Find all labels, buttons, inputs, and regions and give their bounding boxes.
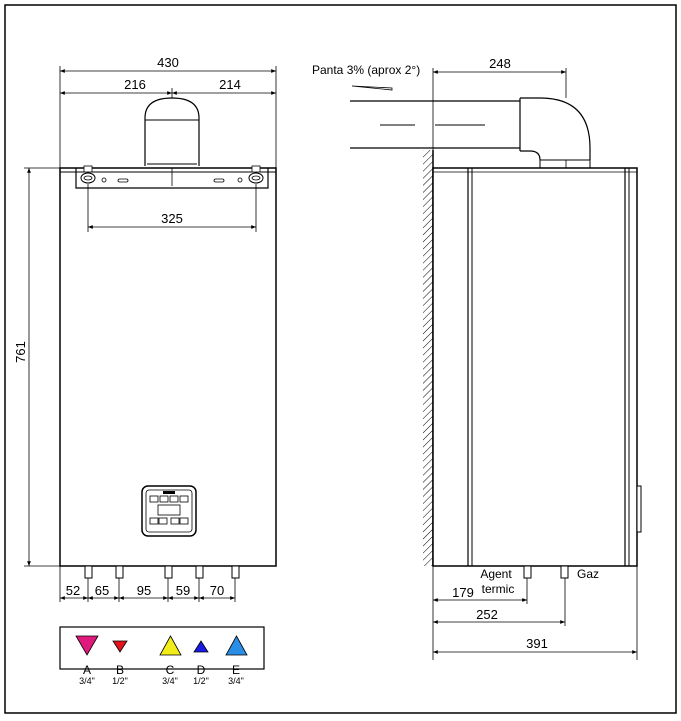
dim-spacing-4: 59 [175,583,191,598]
bottom-connectors [85,566,239,578]
flue-pipe-front [145,98,199,166]
agent-label-2: termic [481,582,515,596]
dim-spacing-5: 70 [209,583,225,598]
dim-left-width: 216 [124,77,146,92]
slope-indicator [352,86,392,90]
connection-legend [60,627,264,686]
boiler-side-body [433,168,637,566]
legend-d-size: 1/2" [193,676,209,686]
dim-right-width: 214 [219,77,241,92]
dim-spacing-3: 95 [136,583,152,598]
dim-mount-width: 325 [161,211,183,226]
dim-total-width: 430 [157,55,179,70]
dim-height: 761 [13,341,28,363]
dim-agent-distance: 179 [452,585,474,600]
control-panel [142,486,196,536]
side-view [312,56,641,660]
legend-c-size: 3/4" [162,676,178,686]
dim-flue-length: 248 [489,56,511,71]
dim-spacing-1: 52 [65,583,81,598]
legend-a-size: 3/4" [79,676,95,686]
legend-c-letter: C [165,663,175,677]
dim-spacing-2: 65 [94,583,110,598]
legend-d-letter: D [196,663,206,677]
front-view [13,55,276,602]
wall-hatch [423,150,433,566]
legend-e-size: 3/4" [228,676,244,686]
legend-b-letter: B [115,663,125,677]
agent-label-1: Agent [480,567,512,581]
legend-e-letter: E [231,663,241,677]
gas-label: Gaz [577,567,600,581]
legend-b-size: 1/2" [112,676,128,686]
legend-a-letter: A [82,663,92,677]
slope-label: Panta 3% (aprox 2°) [312,63,421,77]
dim-gas-distance: 252 [476,607,498,622]
dim-depth: 391 [526,636,548,651]
